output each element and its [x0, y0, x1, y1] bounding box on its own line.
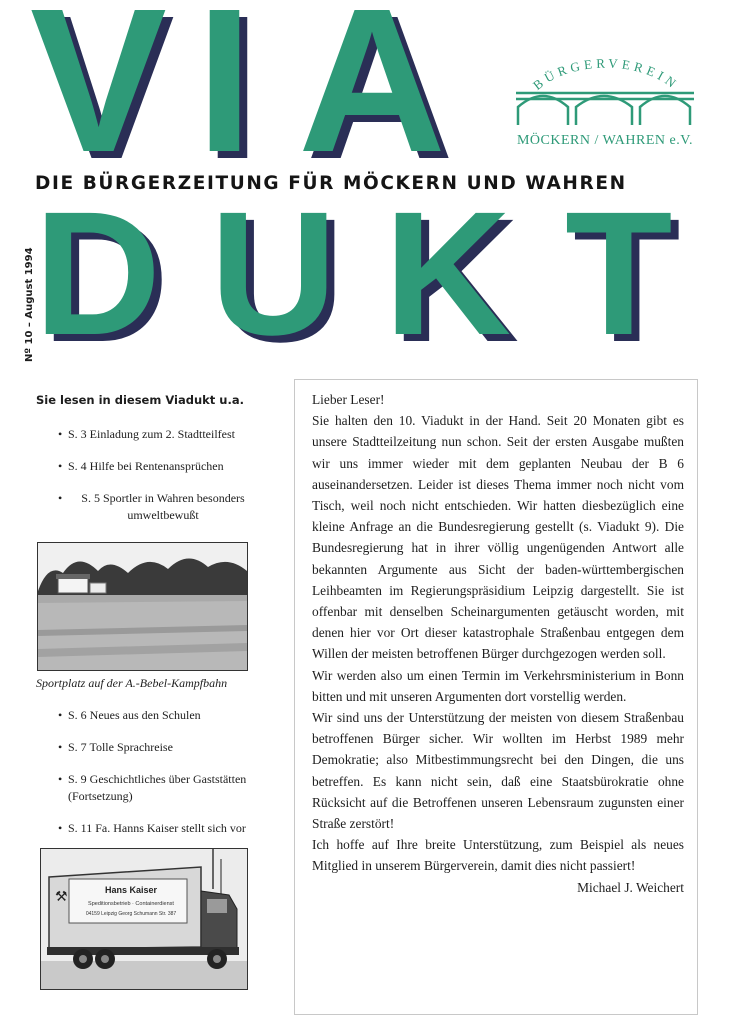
- toc-item-text: S. 6 Neues aus den Schulen: [68, 708, 201, 722]
- bullet: •: [58, 459, 63, 473]
- toc-item: [58, 490, 258, 524]
- masthead-letter-u: U: [210, 176, 338, 372]
- sportplatz-photo: [37, 542, 248, 671]
- toc-item-text: S. 3 Einladung zum 2. Stadtteilfest: [68, 427, 235, 441]
- letter-paragraph: Wir sind uns der Unterstützung der meisten von diesem Straßenbau betroffenen Bürger sicher. Wir wollten im Herbst 1989 mehr Demokratie; also Mitbestimmungsrecht bei den Dingen, die uns betreffen. Es kann nicht sein, daß eine Staatsbürokratie ohne Rücksicht auf die Betroffenen unseren Lebensraum zugunsten einer Straße zerstört!: [312, 710, 684, 832]
- logo-arch: [508, 45, 700, 125]
- editorial-letter: [312, 389, 684, 898]
- logo-org-name: MÖCKERN / WAHREN e.V.: [516, 133, 694, 148]
- letter-paragraph: Ich hoffe auf Ihre breite Unterstützung, zum Beispiel als neues Mitglied in unserem Bürgerverein, damit dies nicht passiert!: [312, 837, 684, 874]
- buergerverein-logo: [508, 45, 700, 160]
- truck-sign-name: Hans Kaiser: [104, 885, 158, 895]
- bullet: •: [58, 427, 63, 441]
- masthead-letter-d: D: [34, 176, 162, 372]
- truck-photo: [40, 848, 248, 990]
- toc-item: [58, 458, 268, 475]
- truck-sign-line2: 04159 Leipzig Georg Schumann Str. 387: [85, 911, 177, 917]
- toc-item: [58, 771, 253, 805]
- bullet: •: [58, 821, 63, 835]
- letter-paragraph: Sie halten den 10. Viadukt in der Hand. Seit 20 Monaten gibt es unsere Stadtteilzeitung nun schon. Seit der ersten Ausgabe mußten wir uns immer wieder mit dem geplanten Neubau der B 6 auseinandersetzen. Leider ist dieses Thema immer noch nicht vom Tisch, weil noch nicht entschieden. Wir hatten diesbezüglich eine kleine Anfrage an die Bundesregierung gestellt (s. Viadukt 9). Die Bundesregierung hat in ihrer völlig ungenügenden Antwort alle bekannten Argumente aus Sicht der baden-württembergischen Leihbeamten im Regierungspräsidium Leipzig dargestellt. Sie ist offenbar mit denselben Scheinargumenten getäuscht worden, mit denen hier vor Ort dieser katastrophale Straßenbau entgegen dem Willen der meisten betroffenen Bürger durchgezogen werden soll.: [312, 413, 684, 662]
- letter-paragraph: Wir werden also um einen Termin im Verkehrsministerium in Bonn bitten und mit unseren Argumenten dort vorstellig werden.: [312, 667, 684, 704]
- masthead-letter-k: K: [384, 176, 512, 372]
- newspaper-subtitle: DIE BÜRGERZEITUNG FÜR MÖCKERN UND WAHREN: [35, 173, 627, 194]
- bullet: •: [58, 740, 63, 754]
- bullet: •: [58, 708, 63, 722]
- masthead-letter-v: V: [30, 0, 167, 195]
- bullet: •: [58, 491, 63, 505]
- masthead-letter-t: T: [565, 176, 673, 372]
- toc-heading: Sie lesen in diesem Viadukt u.a.: [36, 393, 244, 407]
- toc-item: [58, 739, 268, 756]
- hammer-icon: ⚒: [55, 889, 68, 905]
- photo-caption: Sportplatz auf der A.-Bebel-Kampfbahn: [36, 676, 228, 690]
- toc-item: [58, 426, 268, 443]
- letter-salutation: Lieber Leser!: [312, 392, 385, 407]
- truck-sign-line1: Speditionsbetrieb · Containerdienst: [88, 901, 174, 907]
- viaduct-icon: [516, 93, 694, 125]
- sportplatz-image: [38, 543, 247, 670]
- toc-item: [58, 707, 268, 724]
- toc-item-text: S. 7 Tolle Sprachreise: [68, 740, 173, 754]
- toc-item-text: S. 5 Sportler in Wahren besonders umweltbewußt: [81, 491, 245, 522]
- letter-signature: Michael J. Weichert: [577, 879, 684, 895]
- masthead-letter-i: I: [196, 0, 253, 195]
- truck-image: [41, 849, 247, 989]
- svg-text:BÜRGERVEREIN: [530, 56, 682, 93]
- toc-item-text: S. 9 Geschichtliches über Gaststätten (Fortsetzung): [68, 772, 247, 803]
- toc-item-text: S. 11 Fa. Hanns Kaiser stellt sich vor: [68, 821, 246, 835]
- toc-item: [58, 820, 268, 837]
- logo-arc-text: BÜRGERVEREIN: [529, 55, 683, 93]
- toc-item-text: S. 4 Hilfe bei Rentenansprüchen: [68, 459, 224, 473]
- bullet: •: [58, 772, 63, 786]
- issue-date: Nº 10 – August 1994: [24, 247, 35, 362]
- masthead-letter-a: A: [298, 0, 447, 195]
